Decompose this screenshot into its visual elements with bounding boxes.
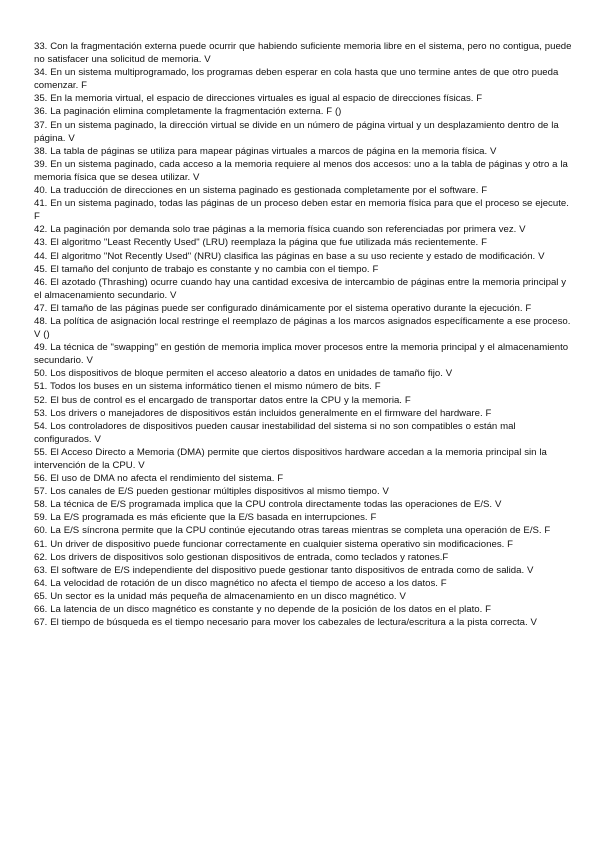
question-item: 36. La paginación elimina completamente la fragmentación externa. F (): [34, 106, 342, 118]
question-item: 63. El software de E/S independiente del dispositivo puede gestionar tanto dispositivos de entrada como de salida. V: [34, 564, 534, 576]
question-item: 51. Todos los buses en un sistema informático tienen el mismo número de bits. F: [34, 381, 381, 393]
question-item: 38. La tabla de páginas se utiliza para mapear páginas virtuales a marcos de página en la memoria física. V: [34, 145, 497, 157]
question-item: 34. En un sistema multiprogramado, los programas deben esperar en cola hasta que uno termine antes de que otro pueda comenzar. F: [34, 67, 559, 92]
question-item: 53. Los drivers o manejadores de dispositivos están incluidos generalmente en el firmware del hardware. F: [34, 407, 492, 419]
question-item: 41. En un sistema paginado, todas las páginas de un proceso deben estar en memoria física para que el proceso se ejecute. F: [34, 198, 569, 223]
question-item: 35. En la memoria virtual, el espacio de direcciones virtuales es igual al espacio de direcciones físicas. F: [34, 93, 483, 105]
question-item: 60. La E/S síncrona permite que la CPU continúe ejecutando otras tareas mientras se completa una operación de E/S. F: [34, 525, 551, 537]
question-item: 40. La traducción de direcciones en un sistema paginado es gestionada completamente por el software. F: [34, 185, 488, 197]
question-item: 66. La latencia de un disco magnético es constante y no depende de la posición de los datos en el plato. F: [34, 604, 492, 616]
question-list: [34, 40, 574, 629]
question-item: 43. El algoritmo "Least Recently Used" (LRU) reemplaza la página que fue utilizada más recientemente. F: [34, 237, 487, 249]
question-item: 67. El tiempo de búsqueda es el tiempo necesario para mover los cabezales de lectura/escritura a la pista correcta. V: [34, 617, 537, 629]
question-item: 59. La E/S programada es más eficiente que la E/S basada en interrupciones. F: [34, 512, 377, 524]
question-item: 46. El azotado (Thrashing) ocurre cuando hay una cantidad excesiva de intercambio de páginas entre la memoria principal y el almacenamiento secundario. V: [34, 276, 567, 301]
question-item: 64. La velocidad de rotación de un disco magnético no afecta el tiempo de acceso a los datos. F: [34, 577, 447, 589]
question-item: 50. Los dispositivos de bloque permiten el acceso aleatorio a datos en unidades de tamaño fijo. V: [34, 368, 453, 380]
question-item: 55. El Acceso Directo a Memoria (DMA) permite que ciertos dispositivos hardware accedan a la memoria principal sin la intervención de la CPU. V: [34, 446, 547, 471]
question-item: 62. Los drivers de dispositivos solo gestionan dispositivos de entrada, como teclados y ratones.F: [34, 551, 449, 563]
question-item: 39. En un sistema paginado, cada acceso a la memoria requiere al menos dos accesos: uno a la tabla de páginas y otro a la memoria física que se desea utilizar. V: [34, 158, 568, 183]
question-item: 52. El bus de control es el encargado de transportar datos entre la CPU y la memoria. F: [34, 394, 411, 406]
question-item: 56. El uso de DMA no afecta el rendimiento del sistema. F: [34, 473, 284, 485]
question-item: 45. El tamaño del conjunto de trabajo es constante y no cambia con el tiempo. F: [34, 263, 379, 275]
question-item: 33. Con la fragmentación externa puede ocurrir que habiendo suficiente memoria libre en el sistema, pero no contigua, puede no satisfacer una solicitud de memoria. V: [34, 41, 572, 66]
question-item: 57. Los canales de E/S pueden gestionar múltiples dispositivos al mismo tiempo. V: [34, 486, 389, 498]
question-item: 47. El tamaño de las páginas puede ser configurado dinámicamente por el sistema operativo durante la ejecución. F: [34, 302, 532, 314]
question-item: 54. Los controladores de dispositivos pueden causar inestabilidad del sistema si no son compatibles o están mal configurados. V: [34, 420, 516, 445]
question-item: 44. El algoritmo "Not Recently Used" (NRU) clasifica las páginas en base a su uso reciente y estado de modificación. V: [34, 250, 545, 262]
question-item: 65. Un sector es la unidad más pequeña de almacenamiento en un disco magnético. V: [34, 590, 406, 602]
question-item: 58. La técnica de E/S programada implica que la CPU controla directamente todas las operaciones de E/S. V: [34, 499, 502, 511]
question-item: 61. Un driver de dispositivo puede funcionar correctamente en cualquier sistema operativo sin modificaciones. F: [34, 538, 514, 550]
question-item: 48. La política de asignación local restringe el reemplazo de páginas a los marcos asignados específicamente a ese proceso. V (): [34, 315, 571, 341]
question-item: 37. En un sistema paginado, la dirección virtual se divide en un número de página virtual y un desplazamiento dentro de la página. V: [34, 119, 559, 144]
question-item: 49. La técnica de "swapping" en gestión de memoria implica mover procesos entre la memoria principal y el almacenamiento secundario. V: [34, 342, 569, 367]
question-item: 42. La paginación por demanda solo trae páginas a la memoria física cuando son referenciadas por primera vez. V: [34, 224, 526, 236]
